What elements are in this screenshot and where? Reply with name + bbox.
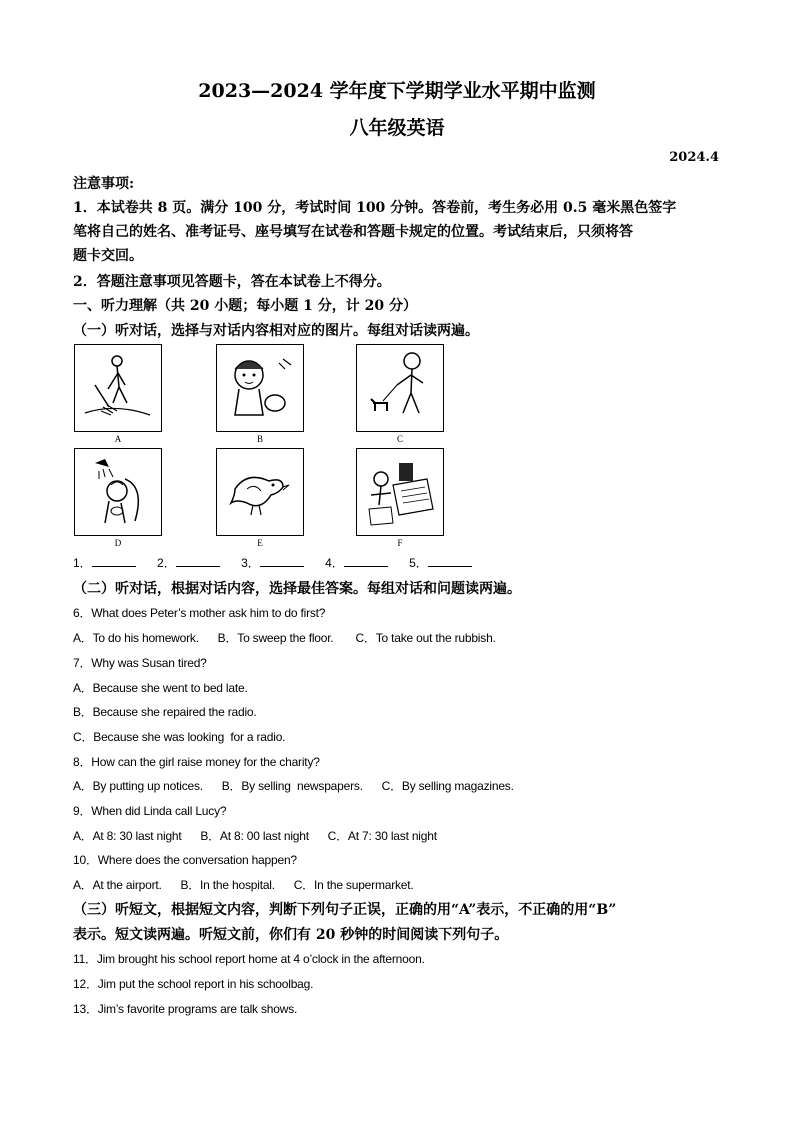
notes-line-3: 题卡交回。 (73, 248, 143, 264)
question-9: 9．When did Linda call Lucy? (73, 804, 227, 818)
blank-1[interactable]: 1． (73, 554, 136, 571)
reading-papers-icon (357, 449, 442, 534)
picture-f (356, 448, 444, 536)
blank-2[interactable]: 2． (157, 554, 220, 571)
exam-date: 2024.4 (669, 150, 719, 165)
question-10-options: A．At the airport. B．In the hospital. C．In the supermarket. (73, 878, 414, 892)
picture-d-label: D (114, 538, 122, 548)
question-7: 7．Why was Susan tired? (73, 656, 207, 670)
picture-c-label: C (396, 434, 403, 444)
picture-e (216, 448, 304, 536)
question-6-options: A．To do his homework. B．To sweep the floor. C．To take out the rubbish. (73, 631, 496, 645)
picture-f-label: F (397, 538, 403, 548)
picture-b (216, 344, 304, 432)
blank-3[interactable]: 3． (241, 554, 304, 571)
picture-c (356, 344, 444, 432)
shower-icon (75, 449, 160, 534)
notes-heading: 注意事项: (73, 176, 135, 192)
part1-heading: （一）听对话，选择与对话内容相对应的图片。每组对话读两遍。 (73, 323, 479, 339)
blank-5[interactable]: 5． (409, 554, 472, 571)
bird-icon (217, 449, 302, 534)
boy-radio-icon (217, 345, 302, 430)
question-9-options: A．At 8: 30 last night B．At 8: 00 last night C．At 7: 30 last night (73, 829, 437, 843)
part3-heading-line-1: （三）听短文，根据短文内容，判断下列句子正误，正确的用“A”表示，不正确的用“B” (73, 902, 617, 918)
question-7-option-b: B．Because she repaired the radio. (73, 705, 257, 719)
notes-line-4: 2．答题注意事项见答题卡，答在本试卷上不得分。 (73, 274, 391, 290)
exam-subtitle: 八年级英语 (349, 117, 445, 139)
question-7-option-a: A．Because she went to bed late. (73, 681, 248, 695)
question-13: 13．Jim’s favorite programs are talk shows. (73, 1002, 298, 1016)
answer-blanks-row (73, 554, 490, 571)
notes-line-1: 1．本试卷共 8 页。满分 100 分，考试时间 100 分钟。答卷前，考生务必用 0.5 毫米黑色签字 (73, 200, 677, 216)
picture-a (74, 344, 162, 432)
question-10: 10．Where does the conversation happen? (73, 853, 297, 867)
exam-title: 2023—2024 学年度下学期学业水平期中监测 (198, 80, 596, 102)
question-11: 11．Jim brought his school report home at 4 o’clock in the afternoon. (73, 952, 425, 966)
picture-a-label: A (114, 434, 122, 444)
notes-line-2: 笔将自己的姓名、准考证号、座号填写在试卷和答题卡规定的位置。考试结束后，只须将答 (73, 224, 633, 240)
picture-e-label: E (257, 538, 263, 548)
question-8: 8．How can the girl raise money for the charity? (73, 755, 320, 769)
question-12: 12．Jim put the school report in his schoolbag. (73, 977, 314, 991)
part3-heading-line-2: 表示。短文读两遍。听短文前，你们有 20 秒钟的时间阅读下列句子。 (73, 927, 509, 943)
part2-heading: （二）听对话，根据对话内容，选择最佳答案。每组对话和问题读两遍。 (73, 581, 521, 597)
sweeping-floor-icon (75, 345, 160, 430)
blank-4[interactable]: 4． (325, 554, 388, 571)
picture-b-label: B (256, 434, 263, 444)
picture-d (74, 448, 162, 536)
question-6: 6．What does Peter’s mother ask him to do first? (73, 606, 326, 620)
walking-dog-icon (357, 345, 442, 430)
section1-heading: 一、听力理解（共 20 小题；每小题 1 分，计 20 分） (73, 298, 417, 314)
question-8-options: A．By putting up notices. B．By selling newspapers. C．By selling magazines. (73, 779, 514, 793)
question-7-option-c: C．Because she was looking for a radio. (73, 730, 286, 744)
